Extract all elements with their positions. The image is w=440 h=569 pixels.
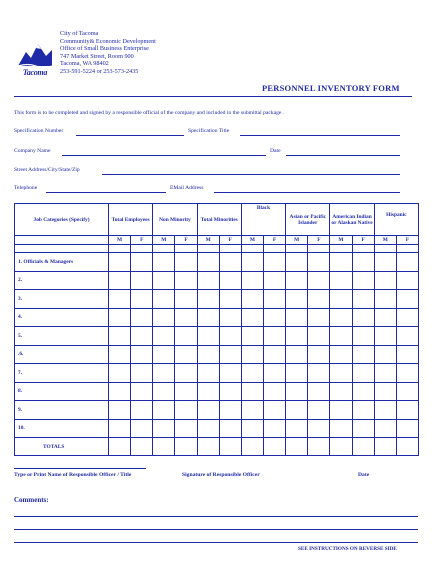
entry-cell[interactable] bbox=[263, 253, 285, 272]
entry-cell[interactable] bbox=[153, 401, 175, 420]
entry-cell[interactable] bbox=[352, 345, 374, 364]
table-row bbox=[15, 364, 419, 383]
row-label: 3. bbox=[15, 290, 109, 309]
table-row bbox=[15, 290, 419, 309]
entry-cell[interactable] bbox=[197, 401, 219, 420]
company-name-field[interactable] bbox=[62, 155, 266, 156]
col-header: Total Minorities bbox=[197, 204, 241, 236]
entry-cell[interactable] bbox=[263, 401, 285, 420]
entry-cell[interactable] bbox=[153, 419, 175, 438]
entry-cell[interactable] bbox=[308, 327, 330, 346]
entry-cell[interactable] bbox=[396, 308, 418, 327]
entry-cell[interactable] bbox=[396, 382, 418, 401]
entry-cell[interactable] bbox=[219, 419, 241, 438]
entry-cell[interactable] bbox=[109, 364, 131, 383]
entry-cell[interactable] bbox=[330, 253, 352, 272]
entry-cell[interactable] bbox=[308, 364, 330, 383]
entry-cell[interactable] bbox=[109, 438, 131, 456]
entry-cell[interactable] bbox=[330, 345, 352, 364]
spacer-row bbox=[15, 245, 419, 253]
entry-cell[interactable] bbox=[286, 419, 308, 438]
see-instructions-note: SEE INSTRUCTIONS ON REVERSE SIDE bbox=[298, 546, 397, 552]
entry-cell[interactable] bbox=[131, 327, 153, 346]
entry-cell[interactable] bbox=[197, 345, 219, 364]
entry-cell[interactable] bbox=[330, 271, 352, 290]
entry-cell[interactable] bbox=[330, 290, 352, 309]
entry-cell[interactable] bbox=[263, 271, 285, 290]
telephone-label: Telephone bbox=[14, 185, 38, 191]
table-row bbox=[15, 327, 419, 346]
entry-cell[interactable] bbox=[153, 364, 175, 383]
m-header: M bbox=[286, 236, 308, 245]
row-label: 7. bbox=[15, 364, 109, 383]
entry-cell[interactable] bbox=[175, 382, 197, 401]
address-line: Community& Economic Development bbox=[60, 37, 156, 45]
entry-cell[interactable] bbox=[396, 419, 418, 438]
form-title: PERSONNEL INVENTORY FORM bbox=[262, 83, 400, 93]
entry-cell[interactable] bbox=[197, 382, 219, 401]
entry-cell[interactable] bbox=[131, 382, 153, 401]
entry-cell[interactable] bbox=[131, 271, 153, 290]
entry-cell[interactable] bbox=[308, 438, 330, 456]
entry-cell[interactable] bbox=[396, 401, 418, 420]
table-header-row bbox=[15, 204, 419, 236]
entry-cell[interactable] bbox=[330, 327, 352, 346]
entry-cell[interactable] bbox=[396, 290, 418, 309]
officer-name-label: Type or Print Name of Responsible Officer / Title bbox=[14, 472, 132, 478]
entry-cell[interactable] bbox=[175, 290, 197, 309]
entry-cell[interactable] bbox=[109, 419, 131, 438]
f-header: F bbox=[219, 236, 241, 245]
f-header: F bbox=[175, 236, 197, 245]
title-divider bbox=[14, 96, 412, 97]
entry-cell[interactable] bbox=[286, 401, 308, 420]
entry-cell[interactable] bbox=[374, 345, 396, 364]
entry-cell[interactable] bbox=[219, 345, 241, 364]
agency-address bbox=[60, 30, 156, 76]
entry-cell[interactable] bbox=[352, 271, 374, 290]
entry-cell[interactable] bbox=[109, 308, 131, 327]
entry-cell[interactable] bbox=[175, 253, 197, 272]
entry-cell[interactable] bbox=[131, 308, 153, 327]
entry-cell[interactable] bbox=[153, 271, 175, 290]
company-name-label: Company Name bbox=[14, 148, 51, 154]
entry-cell[interactable] bbox=[219, 253, 241, 272]
entry-cell[interactable] bbox=[197, 271, 219, 290]
entry-cell[interactable] bbox=[153, 290, 175, 309]
street-field[interactable] bbox=[102, 174, 400, 175]
comments-line-2[interactable] bbox=[14, 529, 418, 530]
entry-cell[interactable] bbox=[241, 253, 263, 272]
logo-wordmark: Tacoma bbox=[22, 68, 48, 77]
entry-cell[interactable] bbox=[219, 401, 241, 420]
entry-cell[interactable] bbox=[330, 308, 352, 327]
entry-cell[interactable] bbox=[308, 419, 330, 438]
entry-cell[interactable] bbox=[286, 290, 308, 309]
comments-label: Comments: bbox=[14, 496, 49, 504]
entry-cell[interactable] bbox=[175, 419, 197, 438]
f-header: F bbox=[352, 236, 374, 245]
table-row bbox=[15, 308, 419, 327]
entry-cell[interactable] bbox=[374, 438, 396, 456]
entry-cell[interactable] bbox=[374, 290, 396, 309]
spec-title-field[interactable] bbox=[240, 135, 400, 136]
entry-cell[interactable] bbox=[153, 253, 175, 272]
m-header: M bbox=[153, 236, 175, 245]
entry-cell[interactable] bbox=[396, 364, 418, 383]
row-label: 2. bbox=[15, 271, 109, 290]
date-label: Date bbox=[270, 148, 281, 154]
m-header: M bbox=[197, 236, 219, 245]
entry-cell[interactable] bbox=[308, 253, 330, 272]
entry-cell[interactable] bbox=[219, 271, 241, 290]
entry-cell[interactable] bbox=[219, 290, 241, 309]
entry-cell[interactable] bbox=[219, 308, 241, 327]
row-label: 1. Officials & Managers bbox=[15, 253, 109, 272]
entry-cell[interactable] bbox=[175, 438, 197, 456]
entry-cell[interactable] bbox=[241, 401, 263, 420]
entry-cell[interactable] bbox=[396, 438, 418, 456]
spec-number-label: Specification Number bbox=[14, 128, 64, 134]
row-label: 4. bbox=[15, 308, 109, 327]
entry-cell[interactable] bbox=[263, 327, 285, 346]
address-line: Office of Small Business Enterprise bbox=[60, 45, 149, 53]
comments-line-1[interactable] bbox=[14, 516, 418, 517]
entry-cell[interactable] bbox=[131, 438, 153, 456]
entry-cell[interactable] bbox=[263, 419, 285, 438]
f-header: F bbox=[263, 236, 285, 245]
city-logo bbox=[16, 36, 54, 82]
entry-cell[interactable] bbox=[153, 382, 175, 401]
entry-cell[interactable] bbox=[131, 253, 153, 272]
table-row bbox=[15, 271, 419, 290]
entry-cell[interactable] bbox=[286, 382, 308, 401]
entry-cell[interactable] bbox=[374, 401, 396, 420]
entry-cell[interactable] bbox=[308, 401, 330, 420]
col-header: Hispanic bbox=[374, 204, 418, 236]
table-row bbox=[15, 382, 419, 401]
entry-cell[interactable] bbox=[153, 345, 175, 364]
table-row bbox=[15, 401, 419, 420]
col-header: Black bbox=[241, 204, 285, 236]
entry-cell[interactable] bbox=[396, 345, 418, 364]
blank-cell bbox=[15, 236, 109, 245]
entry-cell[interactable] bbox=[352, 253, 374, 272]
entry-cell[interactable] bbox=[153, 308, 175, 327]
entry-cell[interactable] bbox=[352, 308, 374, 327]
entry-cell[interactable] bbox=[286, 345, 308, 364]
entry-cell[interactable] bbox=[374, 419, 396, 438]
officer-name-field[interactable] bbox=[14, 468, 146, 469]
entry-cell[interactable] bbox=[153, 438, 175, 456]
entry-cell[interactable] bbox=[286, 253, 308, 272]
entry-cell[interactable] bbox=[374, 308, 396, 327]
entry-cell[interactable] bbox=[352, 438, 374, 456]
entry-cell[interactable] bbox=[131, 419, 153, 438]
entry-cell[interactable] bbox=[175, 345, 197, 364]
entry-cell[interactable] bbox=[374, 382, 396, 401]
entry-cell[interactable] bbox=[241, 419, 263, 438]
email-field[interactable] bbox=[214, 192, 400, 193]
address-line: City of Tacoma bbox=[60, 30, 99, 37]
table-row bbox=[15, 419, 419, 438]
entry-cell[interactable] bbox=[396, 253, 418, 272]
entry-cell[interactable] bbox=[109, 345, 131, 364]
entry-cell[interactable] bbox=[330, 438, 352, 456]
entry-cell[interactable] bbox=[241, 290, 263, 309]
entry-cell[interactable] bbox=[396, 327, 418, 346]
entry-cell[interactable] bbox=[197, 308, 219, 327]
entry-cell[interactable] bbox=[153, 327, 175, 346]
entry-cell[interactable] bbox=[241, 308, 263, 327]
entry-cell[interactable] bbox=[352, 401, 374, 420]
row-label: .6. bbox=[15, 345, 109, 364]
table-row bbox=[15, 253, 419, 272]
totals-label: TOTALS bbox=[15, 438, 109, 456]
entry-cell[interactable] bbox=[219, 438, 241, 456]
m-header: M bbox=[241, 236, 263, 245]
telephone-field[interactable] bbox=[46, 192, 166, 193]
entry-cell[interactable] bbox=[352, 364, 374, 383]
col-header: American Indian or Alaskan Native bbox=[330, 204, 374, 236]
entry-cell[interactable] bbox=[131, 345, 153, 364]
entry-cell[interactable] bbox=[241, 364, 263, 383]
address-line: 747 Market Street, Room 900 bbox=[60, 52, 134, 60]
row-label: 8. bbox=[15, 382, 109, 401]
signature-label: Signature of Responsible Officer bbox=[182, 472, 260, 478]
address-line: 253-591-5224 or 253-573-2435 bbox=[60, 67, 139, 75]
entry-cell[interactable] bbox=[374, 327, 396, 346]
entry-cell[interactable] bbox=[241, 345, 263, 364]
entry-cell[interactable] bbox=[308, 308, 330, 327]
entry-cell[interactable] bbox=[330, 419, 352, 438]
spec-number-field[interactable] bbox=[76, 135, 184, 136]
col-header: Total Employees bbox=[109, 204, 153, 236]
entry-cell[interactable] bbox=[330, 401, 352, 420]
entry-cell[interactable] bbox=[109, 271, 131, 290]
totals-row bbox=[15, 438, 419, 456]
entry-cell[interactable] bbox=[308, 271, 330, 290]
entry-cell[interactable] bbox=[131, 364, 153, 383]
entry-cell[interactable] bbox=[109, 327, 131, 346]
col-header: Non Minority bbox=[153, 204, 197, 236]
m-header: M bbox=[330, 236, 352, 245]
entry-cell[interactable] bbox=[175, 271, 197, 290]
entry-cell[interactable] bbox=[241, 438, 263, 456]
intro-text: This form is to be completed and signed by a responsible official of the company and included in the submittal package . bbox=[14, 110, 285, 116]
entry-cell[interactable] bbox=[241, 382, 263, 401]
comments-line-3[interactable] bbox=[14, 542, 418, 543]
entry-cell[interactable] bbox=[131, 290, 153, 309]
entry-cell[interactable] bbox=[131, 401, 153, 420]
gender-header-row bbox=[15, 236, 419, 245]
entry-cell[interactable] bbox=[109, 253, 131, 272]
entry-cell[interactable] bbox=[352, 327, 374, 346]
entry-cell[interactable] bbox=[197, 438, 219, 456]
entry-cell[interactable] bbox=[241, 271, 263, 290]
footer-date-label: Date bbox=[358, 472, 370, 478]
row-label: 5. bbox=[15, 327, 109, 346]
entry-cell[interactable] bbox=[263, 290, 285, 309]
entry-cell[interactable] bbox=[219, 382, 241, 401]
address-line: Tacoma, WA 98402 bbox=[60, 60, 109, 68]
f-header: F bbox=[308, 236, 330, 245]
entry-cell[interactable] bbox=[330, 364, 352, 383]
entry-cell[interactable] bbox=[263, 308, 285, 327]
entry-cell[interactable] bbox=[286, 271, 308, 290]
entry-cell[interactable] bbox=[308, 345, 330, 364]
entry-cell[interactable] bbox=[308, 382, 330, 401]
entry-cell[interactable] bbox=[197, 364, 219, 383]
entry-cell[interactable] bbox=[263, 345, 285, 364]
entry-cell[interactable] bbox=[374, 271, 396, 290]
entry-cell[interactable] bbox=[286, 327, 308, 346]
entry-cell[interactable] bbox=[175, 327, 197, 346]
entry-cell[interactable] bbox=[263, 382, 285, 401]
personnel-table bbox=[14, 203, 419, 456]
entry-cell[interactable] bbox=[175, 364, 197, 383]
date-field[interactable] bbox=[286, 155, 400, 156]
entry-cell[interactable] bbox=[352, 290, 374, 309]
entry-cell[interactable] bbox=[109, 401, 131, 420]
entry-cell[interactable] bbox=[374, 364, 396, 383]
street-label: Street Address/City/State/Zip bbox=[14, 167, 80, 173]
m-header: M bbox=[109, 236, 131, 245]
entry-cell[interactable] bbox=[286, 308, 308, 327]
entry-cell[interactable] bbox=[352, 382, 374, 401]
row-label: 9. bbox=[15, 401, 109, 420]
entry-cell[interactable] bbox=[352, 419, 374, 438]
entry-cell[interactable] bbox=[330, 382, 352, 401]
entry-cell[interactable] bbox=[263, 364, 285, 383]
col-header: Asian or Pacific Islander bbox=[286, 204, 330, 236]
f-header: F bbox=[396, 236, 418, 245]
entry-cell[interactable] bbox=[197, 253, 219, 272]
entry-cell[interactable] bbox=[197, 290, 219, 309]
entry-cell[interactable] bbox=[219, 364, 241, 383]
entry-cell[interactable] bbox=[241, 327, 263, 346]
entry-cell[interactable] bbox=[396, 271, 418, 290]
entry-cell[interactable] bbox=[263, 438, 285, 456]
entry-cell[interactable] bbox=[197, 419, 219, 438]
entry-cell[interactable] bbox=[286, 364, 308, 383]
entry-cell[interactable] bbox=[197, 327, 219, 346]
entry-cell[interactable] bbox=[175, 401, 197, 420]
entry-cell[interactable] bbox=[219, 327, 241, 346]
table-row bbox=[15, 345, 419, 364]
entry-cell[interactable] bbox=[308, 290, 330, 309]
m-header: M bbox=[374, 236, 396, 245]
entry-cell[interactable] bbox=[109, 290, 131, 309]
row-label: 10. bbox=[15, 419, 109, 438]
entry-cell[interactable] bbox=[109, 382, 131, 401]
entry-cell[interactable] bbox=[374, 253, 396, 272]
entry-cell[interactable] bbox=[175, 308, 197, 327]
email-label: EMail Address bbox=[170, 185, 204, 191]
spec-title-label: Specification Title bbox=[188, 128, 230, 134]
col-header: Job Categories (Specify) bbox=[15, 204, 109, 236]
entry-cell[interactable] bbox=[286, 438, 308, 456]
f-header: F bbox=[131, 236, 153, 245]
